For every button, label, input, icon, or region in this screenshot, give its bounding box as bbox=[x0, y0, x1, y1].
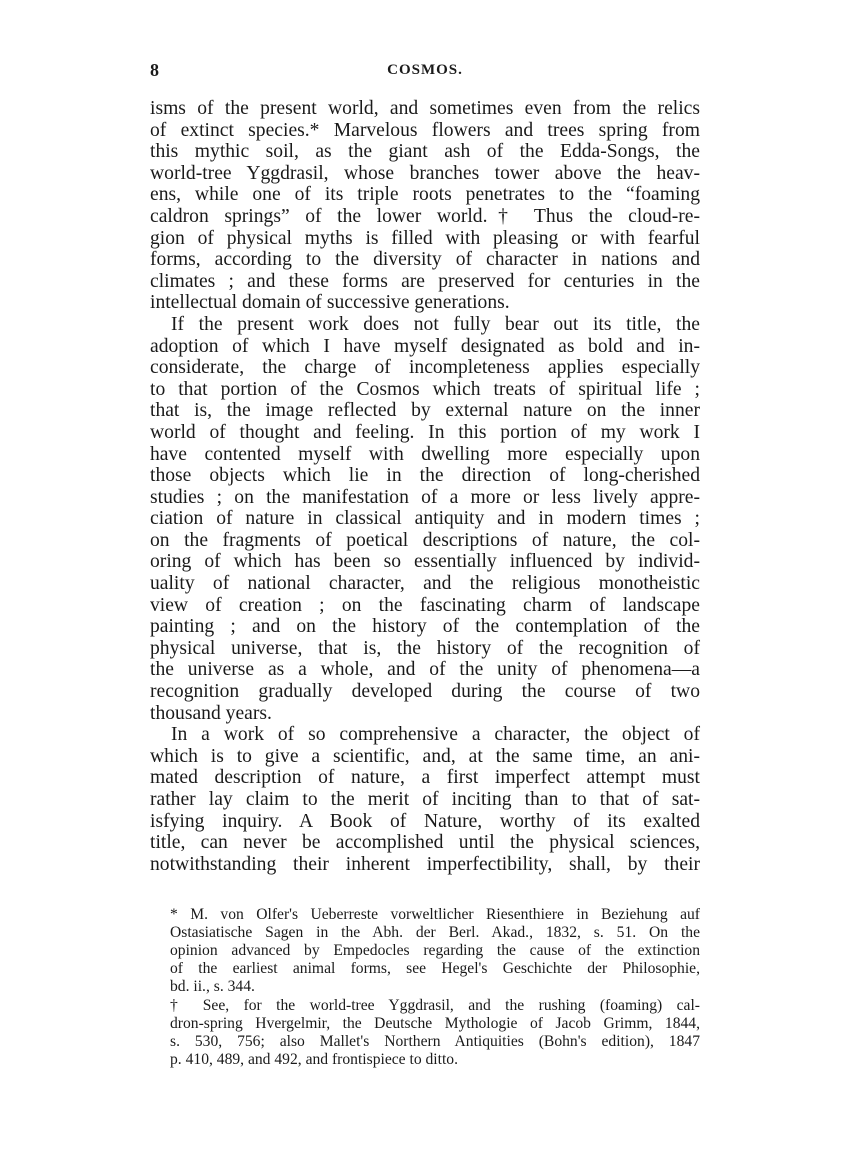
text-line: isms of the present world, and sometimes even from the relics bbox=[150, 98, 700, 119]
text-line: climates ; and these forms are preserved for centuries in the bbox=[150, 270, 700, 292]
footnote-line: Ostasiatische Sagen in the Abh. der Berl. Akad., 1832, s. 51. On the bbox=[170, 924, 700, 942]
text-line: the universe as a whole, and of the unity of phenomena—a bbox=[150, 659, 700, 681]
page-number: 8 bbox=[150, 60, 159, 80]
text-line: considerate, the charge of incompleteness applies especially bbox=[150, 357, 700, 379]
text-line: physical universe, that is, the history of the recognition of bbox=[150, 637, 700, 659]
text-line: uality of national character, and the religious monotheistic bbox=[150, 573, 700, 595]
text-line: recognition gradually developed during the course of two bbox=[150, 681, 700, 703]
text-line: have contented myself with dwelling more especially upon bbox=[150, 443, 700, 465]
text-line: forms, according to the diversity of character in nations and bbox=[150, 249, 700, 271]
text-line: ciation of nature in classical antiquity and in modern times ; bbox=[150, 508, 700, 530]
text-line: world of thought and feeling. In this portion of my work I bbox=[150, 421, 700, 443]
text-line: rather lay claim to the merit of inciting than to that of sat- bbox=[150, 789, 700, 810]
text-line: caldron springs” of the lower world.† Thus the cloud-re- bbox=[150, 205, 700, 227]
text-line: to that portion of the Cosmos which treats of spiritual life ; bbox=[150, 378, 700, 400]
footnote-line: s. 530, 756; also Mallet's Northern Antiquities (Bohn's edition), 1847 bbox=[170, 1032, 700, 1050]
text-line: those objects which lie in the direction of long-cherished bbox=[150, 465, 700, 487]
text-line: on the fragments of poetical descriptions of nature, the col- bbox=[150, 529, 700, 551]
footnotes bbox=[150, 906, 700, 1068]
text-line: mated description of nature, a first imperfect attempt must bbox=[150, 767, 700, 789]
text-line: ens, while one of its triple roots penetrates to the “foaming bbox=[150, 184, 700, 206]
body-text bbox=[150, 98, 700, 875]
paragraph-2 bbox=[150, 314, 700, 724]
footnote-line: dron-spring Hvergelmir, the Deutsche Mythologie of Jacob Grimm, 1844, bbox=[170, 1015, 700, 1033]
footnote-line: † See, for the world-tree Yggdrasil, and the rushing (foaming) cal- bbox=[170, 997, 700, 1015]
running-title: COSMOS. bbox=[387, 62, 463, 78]
text-line: isfying inquiry. A Book of Nature, worthy of its exalted bbox=[150, 810, 700, 832]
text-line: world-tree Yggdrasil, whose branches tower above the heav- bbox=[150, 162, 700, 184]
text-line: gion of physical myths is filled with pleasing or with fearful bbox=[150, 227, 700, 249]
text-line: notwithstanding their inherent imperfectibility, shall, by their bbox=[150, 853, 700, 875]
paragraph-3 bbox=[150, 724, 700, 875]
footnote-line: p. 410, 489, and 492, and frontispiece to ditto. bbox=[170, 1050, 459, 1068]
text-line: adoption of which I have myself designated as bold and in- bbox=[150, 335, 700, 357]
text-line: thousand years. bbox=[150, 702, 272, 724]
text-line: title, can never be accomplished until the physical sciences, bbox=[150, 832, 700, 854]
running-head bbox=[150, 60, 700, 90]
text-line: painting ; and on the history of the contemplation of the bbox=[150, 616, 700, 638]
text-line: If the present work does not fully bear out its title, the bbox=[171, 313, 700, 335]
paragraph-1 bbox=[150, 98, 700, 314]
text-line: that is, the image reflected by external nature on the inner bbox=[150, 400, 700, 422]
footnote-line: * M. von Olfer's Ueberreste vorweltlicher Riesenthiere in Beziehung auf bbox=[170, 906, 700, 924]
footnote-line: of the earliest animal forms, see Hegel's Geschichte der Philosophie, bbox=[170, 959, 700, 977]
book-page bbox=[150, 60, 700, 1069]
text-line: which is to give a scientific, and, at the same time, an ani- bbox=[150, 745, 700, 767]
footnote-line: bd. ii., s. 344. bbox=[170, 977, 255, 995]
text-line: this mythic soil, as the giant ash of the Edda-Songs, the bbox=[150, 141, 700, 163]
footnote-1 bbox=[150, 906, 700, 995]
footnote-line: opinion advanced by Empedocles regarding the cause of the extinction bbox=[170, 941, 700, 959]
text-line: In a work of so comprehensive a character, the object of bbox=[171, 724, 700, 746]
footnote-2 bbox=[150, 997, 700, 1068]
text-line: oring of which has been so essentially influenced by individ- bbox=[150, 551, 700, 573]
text-line: view of creation ; on the fascinating charm of landscape bbox=[150, 594, 700, 616]
text-line: studies ; on the manifestation of a more or less lively appre- bbox=[150, 486, 700, 508]
text-line: of extinct species.* Marvelous flowers and trees spring from bbox=[150, 119, 700, 141]
text-line: intellectual domain of successive generations. bbox=[150, 292, 510, 314]
